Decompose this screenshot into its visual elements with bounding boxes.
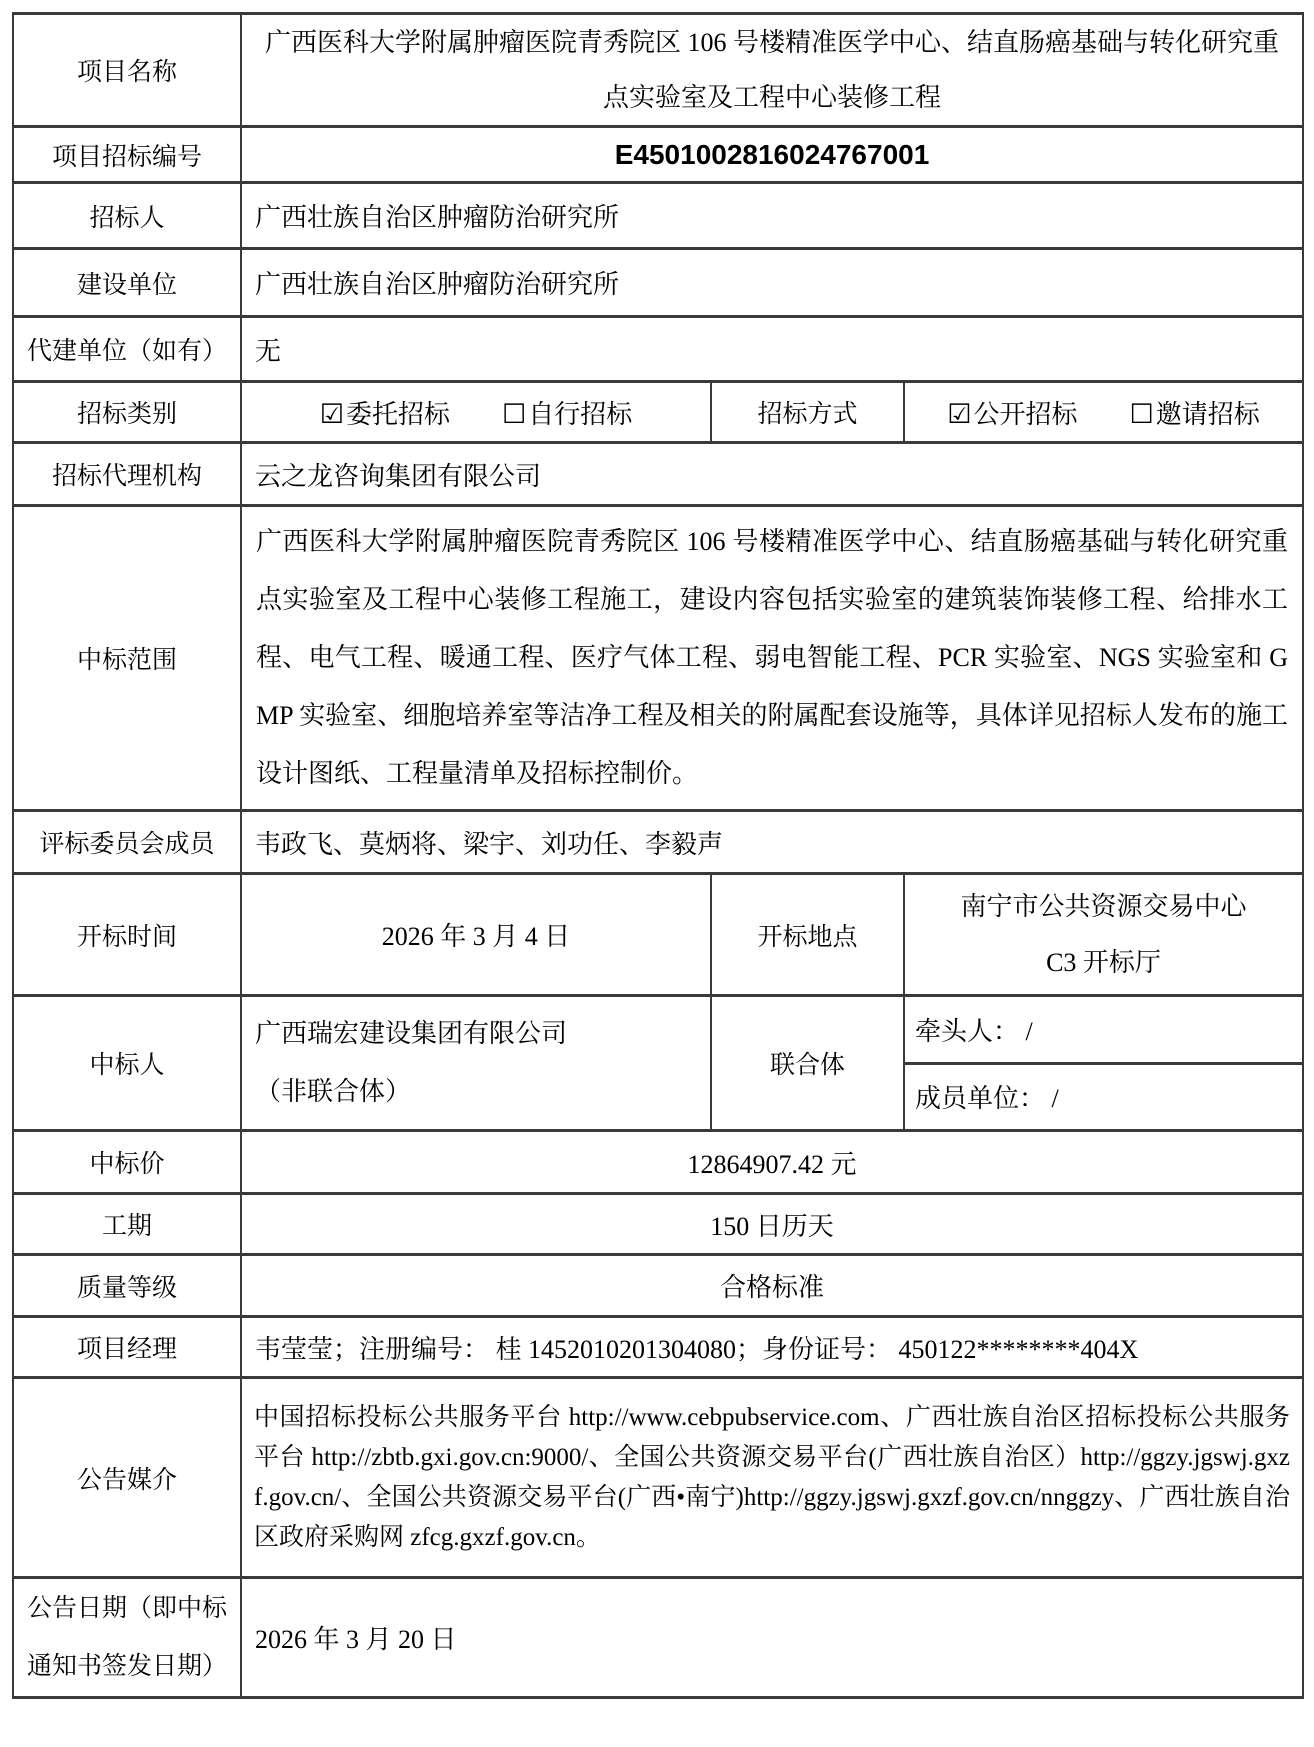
row-agency [13, 443, 1303, 506]
consortium-leader-value: 牵头人： / [904, 996, 1303, 1064]
winner-name-value [241, 996, 711, 1131]
scope-value: 广西医科大学附属肿瘤医院青秀院区 106 号楼精准医学中心、结直肠癌基础与转化研究重点实验室及工程中心装修工程施工，建设内容包括实验室的建筑装饰装修工程、给排水工程、电气工程、暖通工程、医疗气体工程、弱电智能工程、PCR 实验室、NGS 实验室和 GMP 实验室、细胞培养室等洁净工程及相关的附属配套设施等，具体详见招标人发布的施工设计图纸、工程量清单及招标控制价。 [241, 506, 1303, 811]
row-price [13, 1131, 1303, 1194]
media-value: 中国招标投标公共服务平台 http://www.cebpubservice.com、广西壮族自治区招标投标公共服务平台 http://zbtb.gxi.gov.cn:9000/、全国公共资源交易平台(广西壮族自治区）http://ggzy.jgswj.gxzf.gov.cn/、全国公共资源交易平台(广西•南宁)http://ggzy.jgswj.gxzf.gov.cn/nnggzy、广西壮族自治区政府采购网 zfcg.gxzf.gov.cn。 [241, 1378, 1303, 1578]
tender-method-options [904, 382, 1303, 443]
tender-category-options [241, 382, 711, 443]
committee-label: 评标委员会成员 [13, 811, 241, 874]
winner-label: 中标人 [13, 996, 241, 1131]
row-manager [13, 1317, 1303, 1378]
consortium-members-value: 成员单位： / [904, 1063, 1303, 1131]
announce-date-label: 公告日期（即中标通知书签发日期） [13, 1578, 241, 1698]
manager-label: 项目经理 [13, 1317, 241, 1378]
row-scope [13, 506, 1303, 811]
row-announce-date [13, 1578, 1303, 1698]
tenderer-value: 广西壮族自治区肿瘤防治研究所 [241, 183, 1303, 249]
option-open-tender [947, 394, 1077, 431]
builder-label: 建设单位 [13, 249, 241, 317]
tenderer-label: 招标人 [13, 183, 241, 249]
opening-time-label: 开标时间 [13, 874, 241, 996]
duration-value: 150 日历天 [241, 1194, 1303, 1255]
checkbox-checked-icon[interactable]: ☑ [319, 398, 344, 430]
opening-place-line1: 南宁市公共资源交易中心 [960, 891, 1247, 921]
winner-name-line2: （非联合体） [255, 1077, 412, 1106]
tender-method-label: 招标方式 [711, 382, 904, 443]
row-tender-no [13, 127, 1303, 183]
option-entrusted-tender [320, 394, 450, 431]
agent-builder-label: 代建单位（如有） [13, 317, 241, 382]
row-quality [13, 1255, 1303, 1317]
checkbox-unchecked-icon[interactable]: ☐ [1129, 398, 1154, 430]
tender-no-label: 项目招标编号 [13, 127, 241, 183]
price-label: 中标价 [13, 1131, 241, 1194]
consortium-label: 联合体 [711, 996, 904, 1131]
opening-place-value [904, 874, 1303, 996]
project-name-value: 广西医科大学附属肿瘤医院青秀院区 106 号楼精准医学中心、结直肠癌基础与转化研究重点实验室及工程中心装修工程 [241, 14, 1303, 127]
row-duration [13, 1194, 1303, 1255]
row-opening [13, 874, 1303, 996]
quality-value: 合格标准 [241, 1255, 1303, 1317]
row-agent-builder [13, 317, 1303, 382]
manager-value: 韦莹莹；注册编号： 桂 1452010201304080；身份证号： 450122********404X [241, 1317, 1303, 1378]
row-committee [13, 811, 1303, 874]
row-builder [13, 249, 1303, 317]
checkbox-unchecked-icon[interactable]: ☐ [502, 398, 527, 430]
duration-label: 工期 [13, 1194, 241, 1255]
price-value: 12864907.42 元 [241, 1131, 1303, 1194]
agency-label: 招标代理机构 [13, 443, 241, 506]
committee-value: 韦政飞、莫炳将、梁宇、刘功任、李毅声 [241, 811, 1303, 874]
media-label: 公告媒介 [13, 1378, 241, 1578]
checkbox-checked-icon[interactable]: ☑ [947, 398, 972, 430]
checkbox-label: 邀请招标 [1155, 399, 1260, 429]
opening-place-label: 开标地点 [711, 874, 904, 996]
quality-label: 质量等级 [13, 1255, 241, 1317]
row-tender-category [13, 382, 1303, 443]
option-self-tender [502, 394, 632, 431]
row-tenderer [13, 183, 1303, 249]
agency-value: 云之龙咨询集团有限公司 [241, 443, 1303, 506]
row-winner [13, 996, 1303, 1064]
award-table [12, 12, 1304, 1699]
agent-builder-value: 无 [241, 317, 1303, 382]
option-invited-tender [1130, 394, 1260, 431]
checkbox-label: 委托招标 [345, 399, 450, 429]
row-project-name [13, 14, 1303, 127]
opening-place-line2: C3 开标厅 [1046, 947, 1161, 977]
winner-name-line1: 广西瑞宏建设集团有限公司 [255, 1019, 568, 1048]
row-media [13, 1378, 1303, 1578]
announce-date-value: 2026 年 3 月 20 日 [241, 1578, 1303, 1698]
project-name-label: 项目名称 [13, 14, 241, 127]
tender-category-label: 招标类别 [13, 382, 241, 443]
checkbox-label: 自行招标 [528, 399, 633, 429]
tender-no-value: E4501002816024767001 [241, 127, 1303, 183]
scope-label: 中标范围 [13, 506, 241, 811]
checkbox-label: 公开招标 [973, 399, 1078, 429]
builder-value: 广西壮族自治区肿瘤防治研究所 [241, 249, 1303, 317]
opening-time-value: 2026 年 3 月 4 日 [241, 874, 711, 996]
